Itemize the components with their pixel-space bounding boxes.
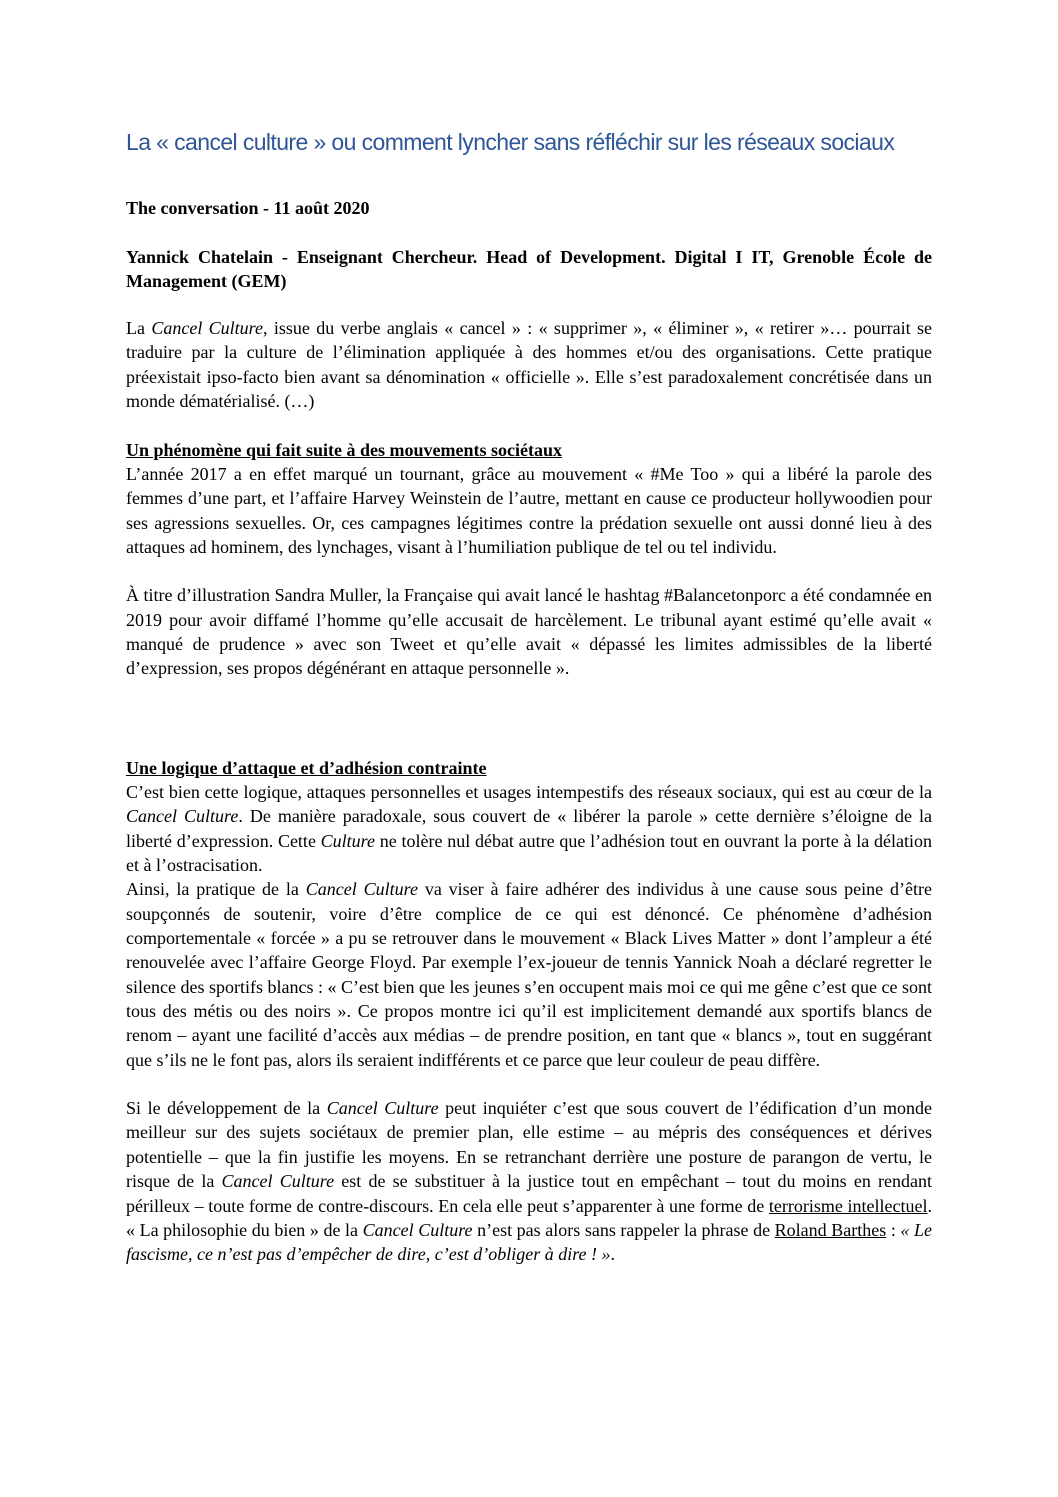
- text: n’est pas alors sans rappeler la phrase de: [472, 1219, 775, 1240]
- intro-paragraph: [126, 316, 932, 413]
- author-line: Yannick Chatelain - Enseignant Chercheur. Head of Development. Digital I IT, Grenoble École de Management (GEM): [126, 247, 932, 291]
- text: . « La philosophie du bien » de la: [126, 1195, 932, 1240]
- link-roland-barthes[interactable]: Roland Barthes: [774, 1219, 887, 1240]
- italic-term: Cancel Culture: [326, 1098, 439, 1119]
- text: C’est bien cette logique, attaques personnelles et usages intempestifs des réseaux sociaux, qui est au cœur de la: [126, 782, 932, 802]
- text: peut inquiéter c’est que sous couvert de l’édification d’un monde meilleur sur des sujets sociétaux de premier plan, elle estime – au mépris des conséquences et dérives potentielle – que la fin justifie les moyens. En se retranchant derrière une posture de parangon de vertu, le risque de la: [126, 1098, 932, 1192]
- text: est de se substituer à la justice tout en empêchant – tout du moins en rendant périlleux – toute forme de contre-discours. En cela elle peut s’apparenter à une forme de: [126, 1171, 932, 1216]
- section-1-paragraph-1: L’année 2017 a en effet marqué un tournant, grâce au mouvement « #Me Too » qui a libéré la parole des femmes d’une part, et l’affaire Harvey Weinstein de l’autre, mettant en cause ce producteur hollywoodien pour ses agressions sexuelles. Or, ces campagnes légitimes contre la prédation sexuelle ont aussi donné lieu à des attaques ad hominem, des lynchages, visant à l’humiliation publique de tel ou tel individu.: [126, 464, 932, 558]
- section-2-paragraph-2: [126, 877, 932, 1072]
- text: La: [126, 318, 152, 338]
- barthes-quote: « Le fascisme, ce n’est pas d’empêcher de dire, c’est d’obliger à dire ! »: [126, 1219, 933, 1265]
- italic-term: Cancel Culture: [126, 806, 239, 827]
- text: , issue du verbe anglais « cancel » : « supprimer », « éliminer », « retirer »… pourrait se traduire par la culture de l’élimination appliquée à des hommes et/ou des organisations. Cette pratique préexistait ipso-facto bien avant sa dénomination « officielle ». Elle s’est paradoxalement concrétisée dans un monde dématérialisé. (…): [126, 318, 932, 412]
- italic-term: Cancel Culture: [362, 1219, 473, 1240]
- section-1: [126, 438, 932, 681]
- text: :: [886, 1219, 901, 1240]
- text: va viser à faire adhérer des individus à une cause sous peine d’être soupçonnés de soutenir, voire d’être complice de ce qui est dénoncé. Ce phénomène d’adhésion comportementale « forcée » a pu se retrouver dans le mouvement « Black Lives Matter » dont l’ampleur a été renouvelée avec l’affaire George Floyd. Par exemple l’ex-joueur de tennis Yannick Noah a déclaré regretter le silence des sportifs blancs : « C’est bien que les jeunes s’en occupent mais moi ce qui me gêne c’est que ce sont tous des métis ou des noirs ». Ce propos montre ici qu’il est implicitement demandé aux sportifs blancs de renom – ayant une facilité d’accès aux médias – de prendre position, en tant que « blancs », tout en suggérant que s’ils ne le font pas, alors ils seraient indifférents et ce parce que leur couleur de peau diffère.: [126, 879, 932, 1070]
- section-1-paragraph-2: À titre d’illustration Sandra Muller, la Française qui avait lancé le hashtag #Balancetonporc a été condamnée en 2019 pour avoir diffamé l’homme qu’elle accusait de harcèlement. Le tribunal ayant estimé qu’elle avait « manqué de prudence » avec son Tweet et qu’elle avait « dépassé les limites admissibles de la liberté d’expression, ses propos dégénérant en attaque personnelle ».: [126, 585, 932, 679]
- text: . De manière paradoxale, sous couvert de « libérer la parole » cette dernière s’éloigne de la liberté d’expression. Cette: [126, 806, 932, 851]
- italic-term: Cancel Culture: [305, 879, 418, 900]
- italic-term: Cancel Culture: [151, 318, 264, 338]
- text: Si le développement de la: [126, 1098, 327, 1119]
- link-terrorisme-intellectuel[interactable]: terrorisme intellectuel: [768, 1195, 928, 1216]
- article-title: La « cancel culture » ou comment lyncher sans réfléchir sur les réseaux sociaux: [126, 129, 895, 155]
- text: .: [610, 1244, 616, 1265]
- text: ne tolère nul débat autre que l’adhésion tout en ouvrant la porte à la délation et à l’ostracisation.: [126, 830, 932, 876]
- text: Ainsi, la pratique de la: [126, 879, 306, 900]
- section-2-paragraph-3: [126, 1096, 932, 1266]
- section-1-heading: Un phénomène qui fait suite à des mouvements sociétaux: [126, 440, 563, 460]
- italic-term: Cancel Culture: [221, 1171, 335, 1192]
- italic-term: Culture: [320, 830, 376, 851]
- section-2: [126, 756, 932, 1267]
- section-2-paragraph-1: [126, 780, 932, 877]
- section-2-heading: Une logique d’attaque et d’adhésion contrainte: [126, 758, 487, 778]
- source-line: The conversation - 11 août 2020: [126, 198, 370, 218]
